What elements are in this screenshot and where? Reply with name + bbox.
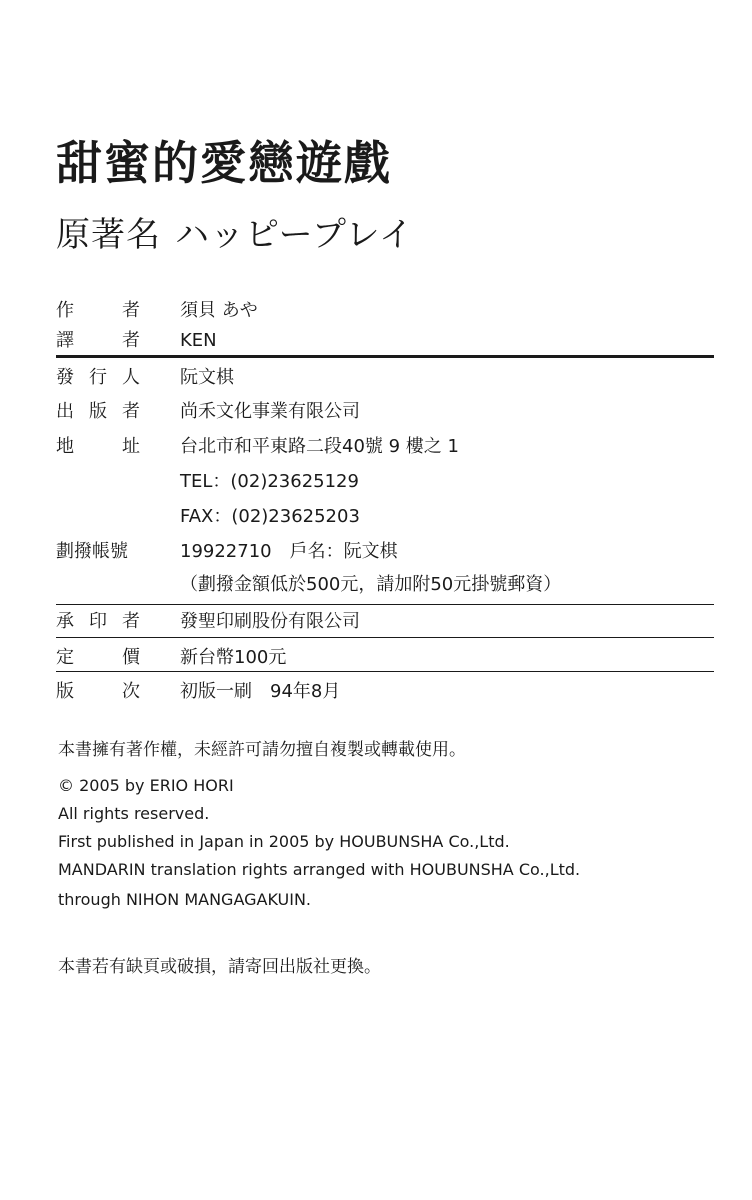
account-number: 19922710 bbox=[180, 541, 272, 562]
original-title bbox=[56, 215, 414, 255]
credit-label-author: 作 者 bbox=[56, 300, 140, 321]
credit-row-account-note bbox=[0, 570, 752, 600]
credit-row-issuer bbox=[0, 363, 752, 393]
credit-value-printer: 發聖印刷股份有限公司 bbox=[180, 611, 360, 632]
credit-row-publisher bbox=[0, 397, 752, 427]
credit-row-translator bbox=[0, 326, 752, 356]
credit-row-address bbox=[0, 432, 752, 462]
credit-label-translator: 譯 者 bbox=[56, 330, 140, 351]
credit-value-account bbox=[180, 537, 398, 567]
credit-value-account-note: （劃撥金額低於500元，請加附50元掛號郵資） bbox=[180, 574, 562, 595]
divider bbox=[56, 637, 714, 638]
credit-label-publisher: 出 版 者 bbox=[56, 401, 140, 422]
divider-thick bbox=[56, 355, 714, 358]
credit-value-author: 須貝 あや bbox=[180, 300, 258, 321]
credit-label-price: 定 價 bbox=[56, 647, 140, 668]
credit-value-fax: FAX：(02)23625203 bbox=[180, 506, 360, 527]
through-agency: through NIHON MANGAGAKUIN. bbox=[58, 890, 311, 909]
original-title-label: 原著名 bbox=[56, 215, 161, 255]
original-title-value: ハッピープレイ bbox=[175, 215, 414, 255]
account-holder: 戶名：阮文棋 bbox=[289, 541, 398, 562]
edition-date: 94年8月 bbox=[270, 681, 341, 702]
credit-row-tel bbox=[0, 467, 752, 497]
credit-value-translator: KEN bbox=[180, 330, 217, 351]
rights-reserved: All rights reserved. bbox=[58, 804, 210, 823]
divider bbox=[56, 671, 714, 672]
credit-label-issuer: 發 行 人 bbox=[56, 367, 140, 388]
credit-row-edition bbox=[0, 677, 752, 707]
credit-value-tel: TEL：(02)23625129 bbox=[180, 471, 359, 492]
divider bbox=[56, 604, 714, 605]
credit-row-fax bbox=[0, 502, 752, 532]
defect-notice: 本書若有缺頁或破損，請寄回出版社更換。 bbox=[58, 957, 381, 977]
credit-row-account bbox=[0, 537, 752, 567]
credit-label-address: 地 址 bbox=[56, 436, 140, 457]
credit-row-author bbox=[0, 296, 752, 326]
book-title: 甜蜜的愛戀遊戲 bbox=[56, 136, 392, 190]
credit-row-printer bbox=[0, 607, 752, 637]
credit-value-price: 新台幣100元 bbox=[180, 647, 287, 668]
copyright-line: © 2005 by ERIO HORI bbox=[58, 776, 234, 795]
credit-value-edition bbox=[180, 677, 340, 707]
first-published: First published in Japan in 2005 by HOUBUNSHA Co.,Ltd. bbox=[58, 832, 510, 851]
credit-value-issuer: 阮文棋 bbox=[180, 367, 234, 388]
credit-label-edition: 版 次 bbox=[56, 681, 140, 702]
translation-rights: MANDARIN translation rights arranged with HOUBUNSHA Co.,Ltd. bbox=[58, 860, 581, 879]
credit-value-publisher: 尚禾文化事業有限公司 bbox=[180, 401, 360, 422]
credit-row-price bbox=[0, 643, 752, 673]
credit-value-address: 台北市和平東路二段40號 9 樓之 1 bbox=[180, 436, 459, 457]
copyright-notice-cn: 本書擁有著作權，未經許可請勿擅自複製或轉載使用。 bbox=[58, 740, 466, 760]
credit-label-account: 劃撥帳號 bbox=[56, 541, 128, 562]
edition-value: 初版一刷 bbox=[180, 681, 252, 702]
credit-label-printer: 承 印 者 bbox=[56, 611, 140, 632]
